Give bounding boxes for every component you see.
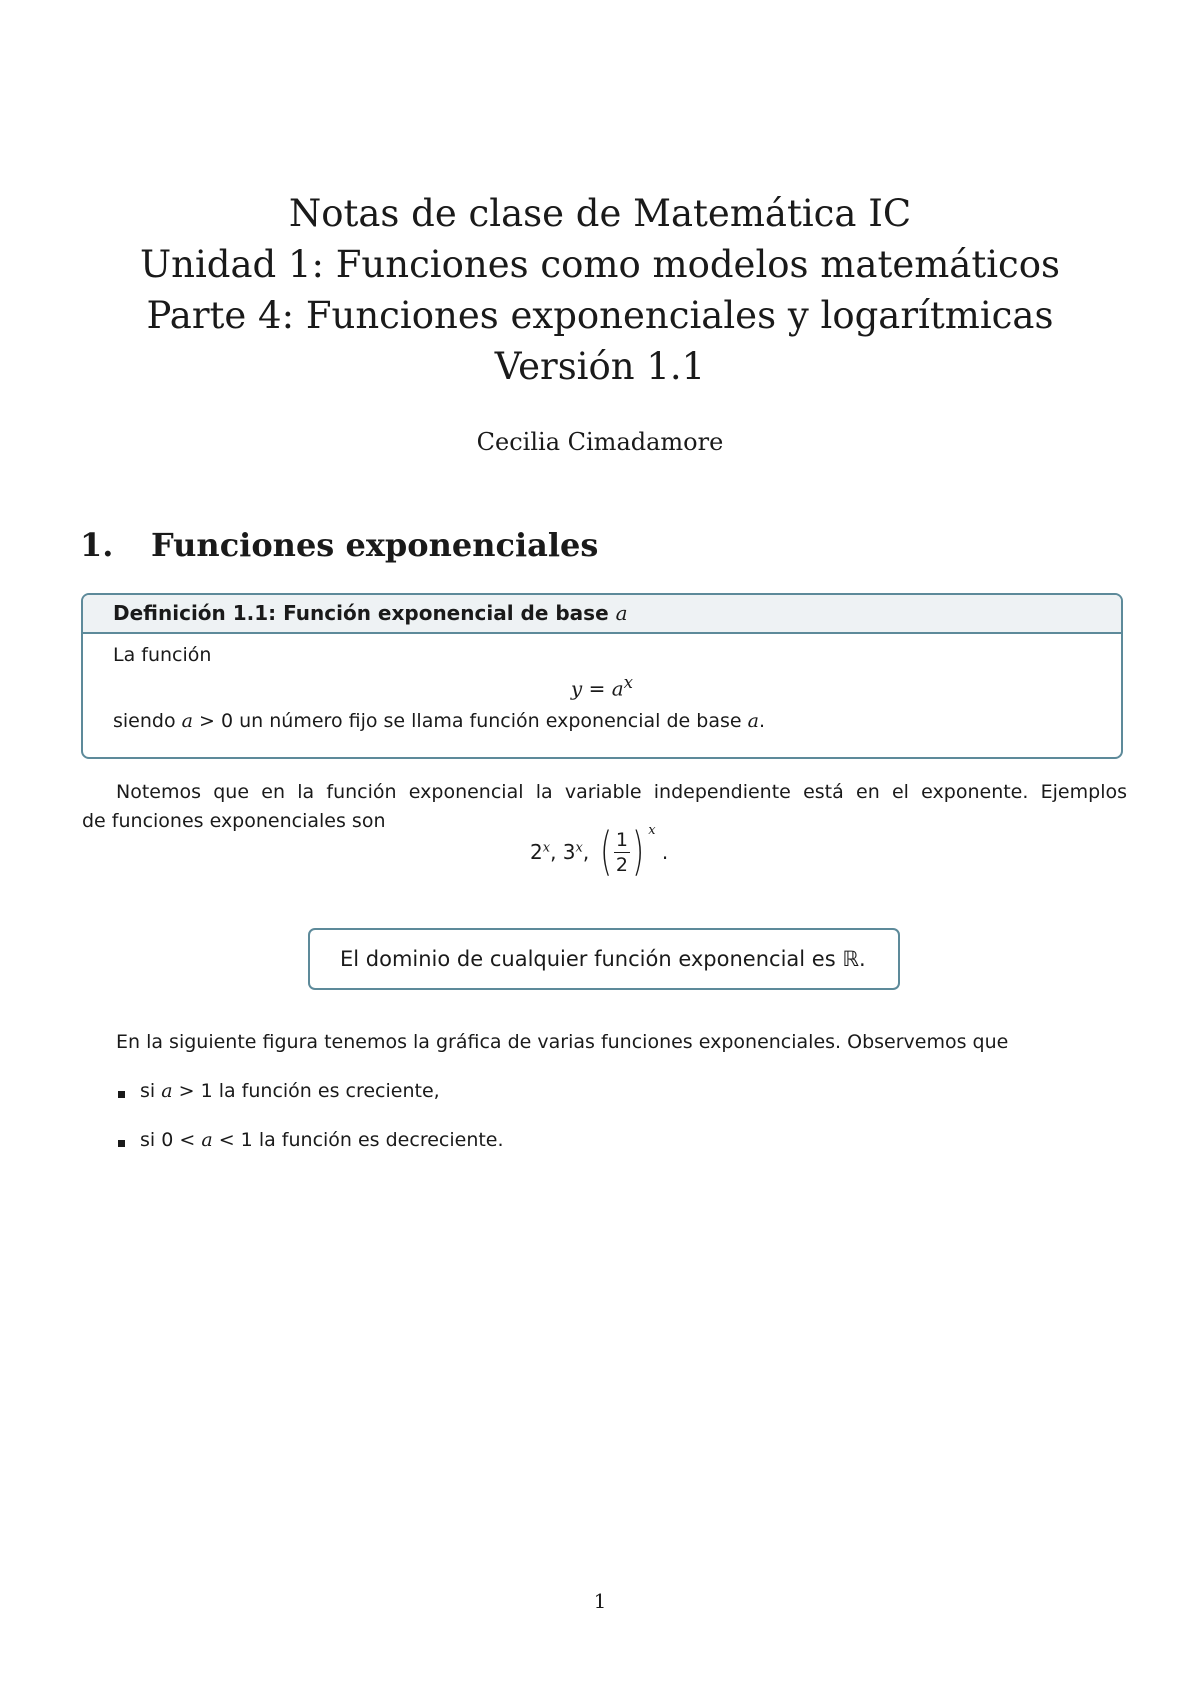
formula-exponent: x (623, 673, 634, 692)
examples-end: . (661, 840, 669, 864)
section-number: 1. (80, 526, 114, 564)
document-title (0, 188, 1200, 392)
formula-base: a (611, 676, 624, 701)
formula-lhs: y (570, 676, 583, 701)
list-item (116, 1080, 504, 1129)
bullet2-pre: si (140, 1129, 156, 1151)
example-half-x (596, 822, 656, 882)
formula-equals: = (588, 676, 606, 701)
example2-sep: , (582, 840, 590, 864)
example1-base: 2 (530, 840, 543, 864)
domain-note-box (308, 928, 900, 990)
left-paren: ( (599, 822, 612, 882)
bullet1-post: la función es creciente, (218, 1080, 440, 1102)
bullet-square-icon (118, 1091, 125, 1098)
definition-line2-pre: siendo (113, 710, 176, 732)
definition-line2-end: . (758, 710, 765, 732)
definition-formula (83, 673, 1121, 701)
title-line-unit: Unidad 1: Funciones como modelos matemáticos (139, 243, 1061, 286)
definition-line2-mid: un número fijo se llama función exponencial de base (239, 710, 742, 732)
paragraph1-line1-text: Notemos que en la función exponencial la variable independiente está en el exponente. Ejemplos (116, 781, 1127, 803)
fraction-one-half (614, 828, 630, 877)
paragraph1-line1 (82, 778, 1127, 807)
example2-exp: x (575, 840, 583, 856)
definition-heading-text: Definición 1.1: Función exponencial de base (113, 601, 609, 625)
definition-line2-rel: > 0 (199, 710, 234, 732)
definition-box (81, 593, 1123, 759)
fraction-numerator: 1 (615, 828, 628, 851)
bullet2-post: la función es decreciente. (258, 1129, 504, 1151)
example-2x (530, 840, 556, 864)
bullet1-rel: > 1 (178, 1080, 213, 1102)
definition-line2-var2: a (747, 710, 759, 732)
bullet-square-icon (118, 1140, 125, 1147)
property-list (116, 1080, 504, 1178)
example1-sep: , (550, 840, 557, 864)
example1-exp: x (542, 840, 551, 856)
page-number: 1 (593, 1589, 607, 1613)
example3-exp: x (648, 822, 656, 838)
definition-line2 (113, 710, 765, 732)
bullet2-rel: < 1 (218, 1129, 253, 1151)
examples-formula (530, 822, 669, 896)
right-paren: ) (631, 822, 645, 882)
title-line-version: Versión 1.1 (494, 345, 706, 388)
domain-note-end: . (858, 947, 866, 971)
title-line-part: Parte 4: Funciones exponenciales y logarítmicas (146, 294, 1054, 337)
example2-base: 3 (562, 840, 576, 864)
section-title: Funciones exponenciales (151, 526, 599, 564)
bullet1-pre: si (140, 1080, 156, 1102)
real-numbers-symbol: ℝ (842, 947, 859, 971)
list-item (116, 1129, 504, 1178)
title-line-course: Notas de clase de Matemática IC (288, 192, 912, 235)
definition-line1: La función (113, 644, 212, 666)
section-heading (80, 526, 598, 564)
definition-line2-var: a (181, 710, 193, 732)
fraction-denominator: 2 (615, 853, 628, 876)
bullet2-lead: 0 < (161, 1129, 196, 1151)
domain-note-text: El dominio de cualquier función exponencial es (340, 947, 836, 971)
bullet1-var: a (161, 1080, 173, 1102)
definition-heading (83, 595, 1121, 634)
definition-body (83, 634, 1121, 759)
definition-heading-var: a (615, 601, 628, 625)
example-3x (563, 840, 589, 864)
paragraph1-line2: de funciones exponenciales son (82, 810, 386, 832)
author-name: Cecilia Cimadamore (476, 428, 724, 456)
paragraph-figure-intro: En la siguiente figura tenemos la gráfica de varias funciones exponenciales. Observemos que (116, 1031, 1009, 1053)
bullet2-var: a (201, 1129, 213, 1151)
